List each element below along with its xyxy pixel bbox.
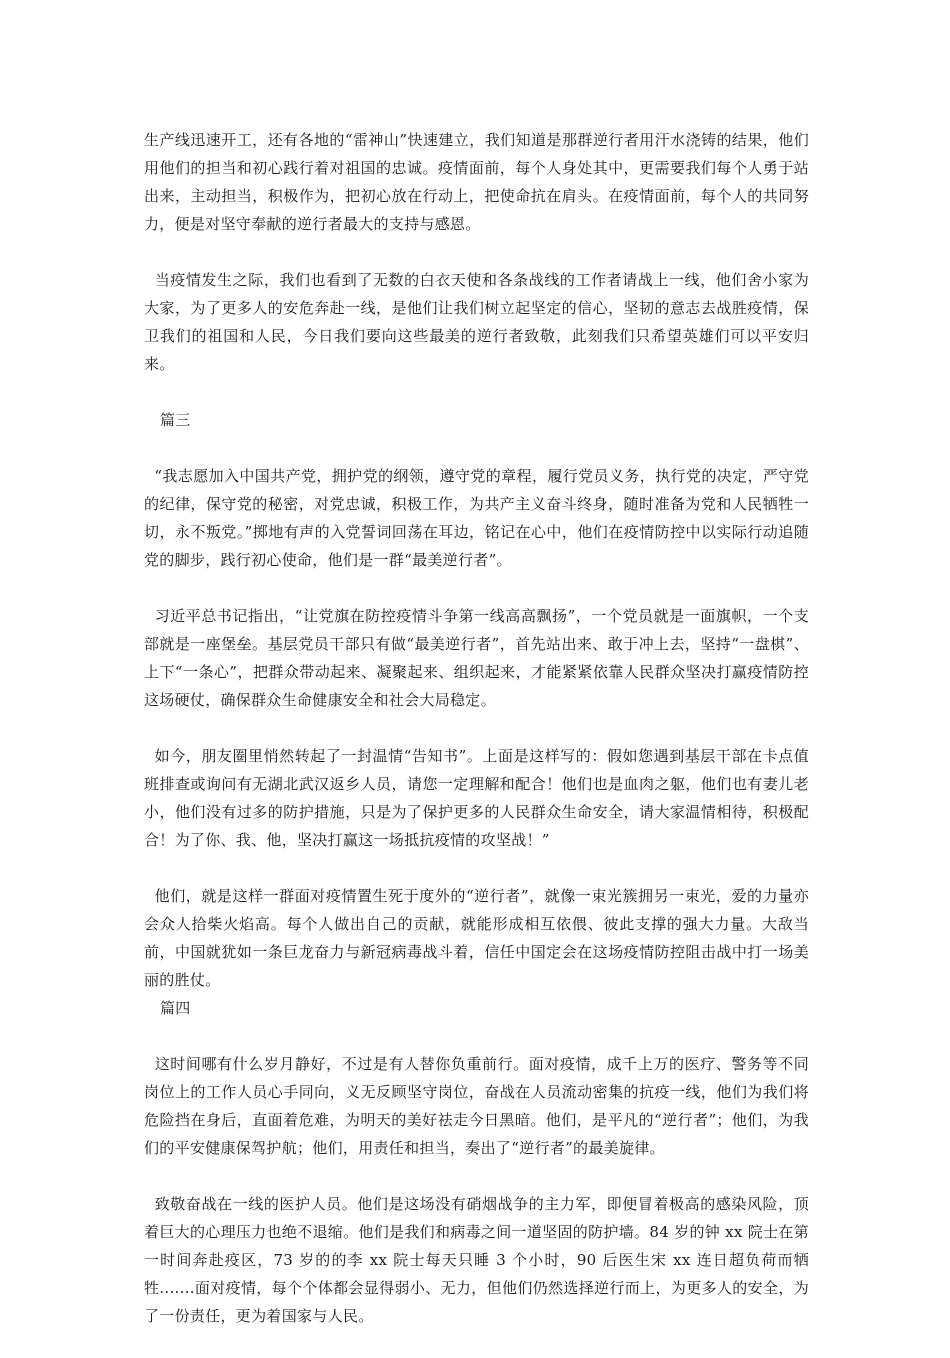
paragraph-4: 习近平总书记指出，“让党旗在防控疫情斗争第一线高高飘扬”，一个党员就是一面旗帜，一个支部就是一座堡垒。基层党员干部只有做“最美逆行者”，首先站出来、敢于冲上去，坚持“一盘棋”、上下“一条心”，把群众带动起来、凝聚起来、组织起来，才能紧紧依靠人民群众坚决打赢疫情防控这场硬仗，确保群众生命健康安全和社会大局稳定。	[144, 607, 809, 709]
paragraph-1: 生产线迅速开工，还有各地的“雷神山”快速建立，我们知道是那群逆行者用汗水浇铸的结果，他们用他们的担当和初心践行着对祖国的忠诚。疫情面前，每个人身处其中，更需要我们每个人勇于站出来，主动担当，积极作为，把初心放在行动上，把使命抗在肩头。在疫情面前，每个人的共同努力，便是对坚守奉献的逆行者最大的支持与感恩。	[144, 131, 809, 233]
paragraph-8: 致敬奋战在一线的医护人员。他们是这场没有硝烟战争的主力军，即便冒着极高的感染风险，顶着巨大的心理压力也绝不退缩。他们是我们和病毒之间一道坚固的防护墙。84 岁的钟 xx 院士在第一时间奔赴疫区，73 岁的的李 xx 院士每天只睡 3 个小时，90 后医生宋 xx 连日超负荷而牺牲.......面对疫情，每个个体都会显得弱小、无力，但他们仍然选择逆行而上，为更多人的安全，为了一份责任，更为着国家与人民。	[144, 1195, 810, 1325]
section-heading-3: 篇三	[160, 411, 191, 429]
paragraph-6: 他们，就是这样一群面对疫情置生死于度外的“逆行者”，就像一束光簇拥另一束光，爱的力量亦会众人拾柴火焰高。每个人做出自己的贡献，就能形成相互依偎、彼此支撑的强大力量。大敌当前，中国就犹如一条巨龙奋力与新冠病毒战斗着，信任中国定会在这场疫情防控阻击战中打一场美丽的胜仗。	[144, 887, 809, 989]
section-heading-4: 篇四	[160, 999, 191, 1017]
paragraph-2: 当疫情发生之际，我们也看到了无数的白衣天使和各条战线的工作者请战上一线，他们舍小家为大家，为了更多人的安危奔赴一线，是他们让我们树立起坚定的信心，坚韧的意志去战胜疫情，保卫我们的祖国和人民，今日我们要向这些最美的逆行者致敬，此刻我们只希望英雄们可以平安归来。	[144, 271, 810, 373]
paragraph-5: 如今，朋友圈里悄然转起了一封温情“告知书”。上面是这样写的：假如您遇到基层干部在卡点值班排查或询问有无湖北武汉返乡人员，请您一定理解和配合！他们也是血肉之躯，他们也有妻儿老小，他们没有过多的防护措施，只是为了保护更多的人民群众生命安全，请大家温情相待，积极配合！为了你、我、他，坚决打赢这一场抵抗疫情的攻坚战！”	[144, 747, 809, 849]
document-body	[144, 126, 809, 1358]
paragraph-3: “我志愿加入中国共产党，拥护党的纲领，遵守党的章程，履行党员义务，执行党的决定，严守党的纪律，保守党的秘密，对党忠诚，积极工作，为共产主义奋斗终身，随时准备为党和人民牺牲一切，永不叛党。”掷地有声的入党誓词回荡在耳边，铭记在心中，他们在疫情防控中以实际行动追随党的脚步，践行初心使命，他们是一群“最美逆行者”。	[144, 467, 810, 569]
paragraph-7: 这时间哪有什么岁月静好，不过是有人替你负重前行。面对疫情，成千上万的医疗、警务等不同岗位上的工作人员心手同向，义无反顾坚守岗位，奋战在人员流动密集的抗疫一线，他们为我们将危险挡在身后，直面着危难，为明天的美好祛走今日黑暗。他们，是平凡的“逆行者”；他们，为我们的平安健康保驾护航；他们，用责任和担当，奏出了“逆行者”的最美旋律。	[144, 1055, 810, 1157]
